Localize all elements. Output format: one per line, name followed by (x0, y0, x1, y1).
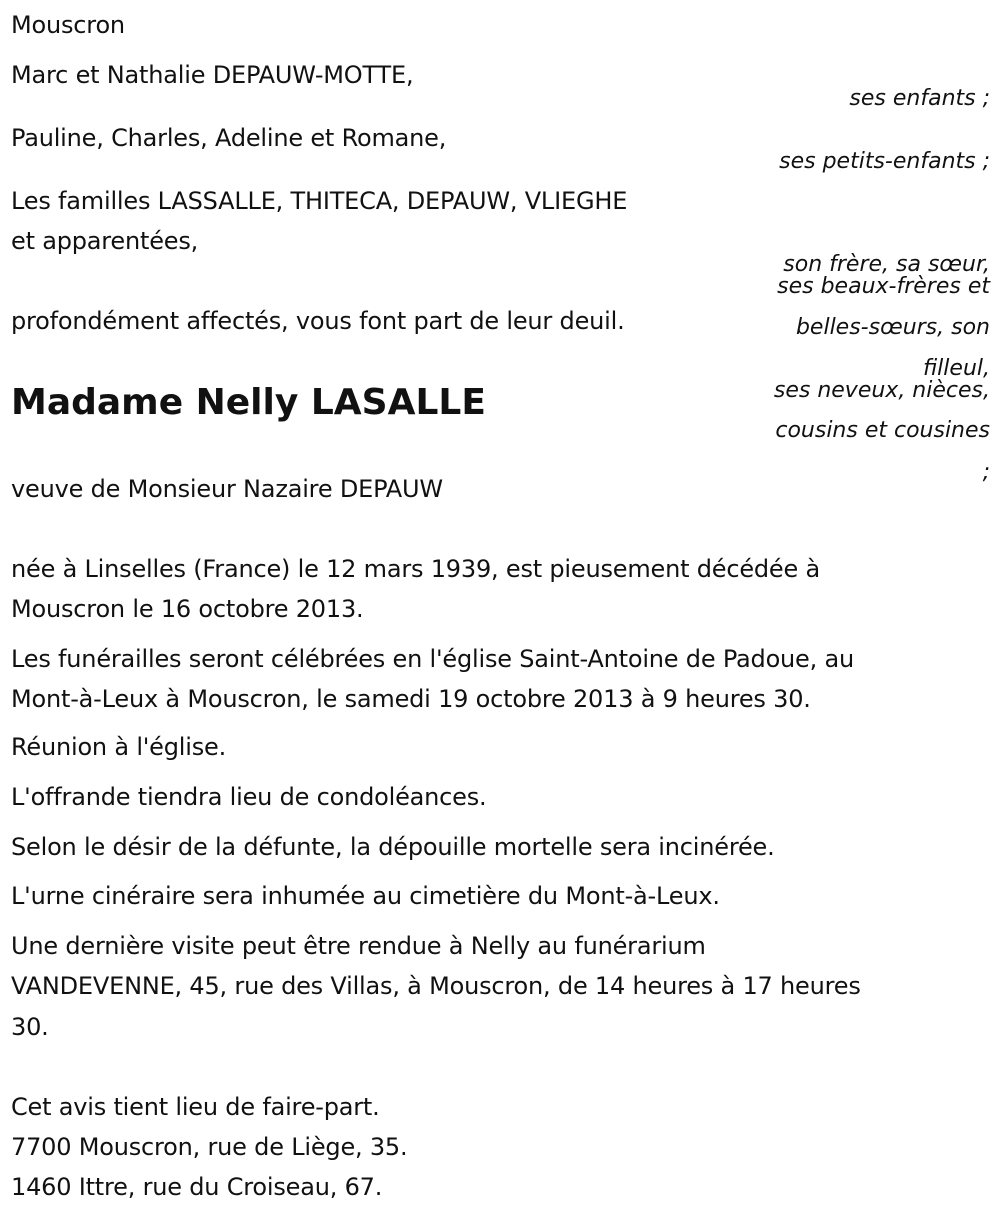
families-relation-line: ses beaux-frères et (777, 274, 990, 299)
families-names-line2: et apparentées, (11, 227, 199, 255)
families-relation-line: ; (982, 460, 990, 485)
children-names: Marc et Nathalie DEPAUW-MOTTE, (11, 61, 414, 89)
offering: L'offrande tiendra lieu de condoléances. (11, 783, 487, 811)
families-relation-line: belles-sœurs, son (795, 315, 990, 340)
families-relation-line: son frère, sa sœur, (783, 252, 990, 277)
families-relation-line: ses neveux, nièces, (773, 378, 990, 403)
cremation: Selon le désir de la défunte, la dépouille mortelle sera incinérée. (11, 833, 775, 861)
deceased-name: Madame Nelly LASALLE (11, 382, 486, 423)
families-relation-line: filleul, (922, 356, 990, 381)
meeting: Réunion à l'église. (11, 733, 227, 761)
visit-line: Une dernière visite peut être rendue à Nelly au funérarium (11, 932, 706, 960)
funeral-line: Les funérailles seront célébrées en l'église Saint-Antoine de Padoue, au (11, 645, 855, 673)
families-relation-line: cousins et cousines (775, 418, 990, 443)
birth-death-line: Mouscron le 16 octobre 2013. (11, 595, 364, 623)
announcement: profondément affectés, vous font part de leur deuil. (11, 307, 625, 335)
children-relation: ses enfants ; (849, 86, 990, 111)
footer-address: 1460 Ittre, rue du Croiseau, 67. (11, 1173, 383, 1201)
widow-of: veuve de Monsieur Nazaire DEPAUW (11, 475, 443, 503)
birth-death-line: née à Linselles (France) le 12 mars 1939, est pieusement décédée à (11, 555, 820, 583)
grandchildren-relation: ses petits-enfants ; (779, 149, 990, 174)
funeral-line: Mont-à-Leux à Mouscron, le samedi 19 octobre 2013 à 9 heures 30. (11, 685, 811, 713)
visit-line: 30. (11, 1013, 49, 1041)
urn: L'urne cinéraire sera inhumée au cimetière du Mont-à-Leux. (11, 882, 720, 910)
families-names-line1: Les familles LASSALLE, THITECA, DEPAUW, VLIEGHE (11, 187, 628, 215)
visit-line: VANDEVENNE, 45, rue des Villas, à Mouscron, de 14 heures à 17 heures (11, 972, 861, 1000)
city: Mouscron (11, 11, 125, 39)
grandchildren-names: Pauline, Charles, Adeline et Romane, (11, 124, 447, 152)
footer-address: 7700 Mouscron, rue de Liège, 35. (11, 1133, 408, 1161)
footer-line: Cet avis tient lieu de faire-part. (11, 1093, 380, 1121)
